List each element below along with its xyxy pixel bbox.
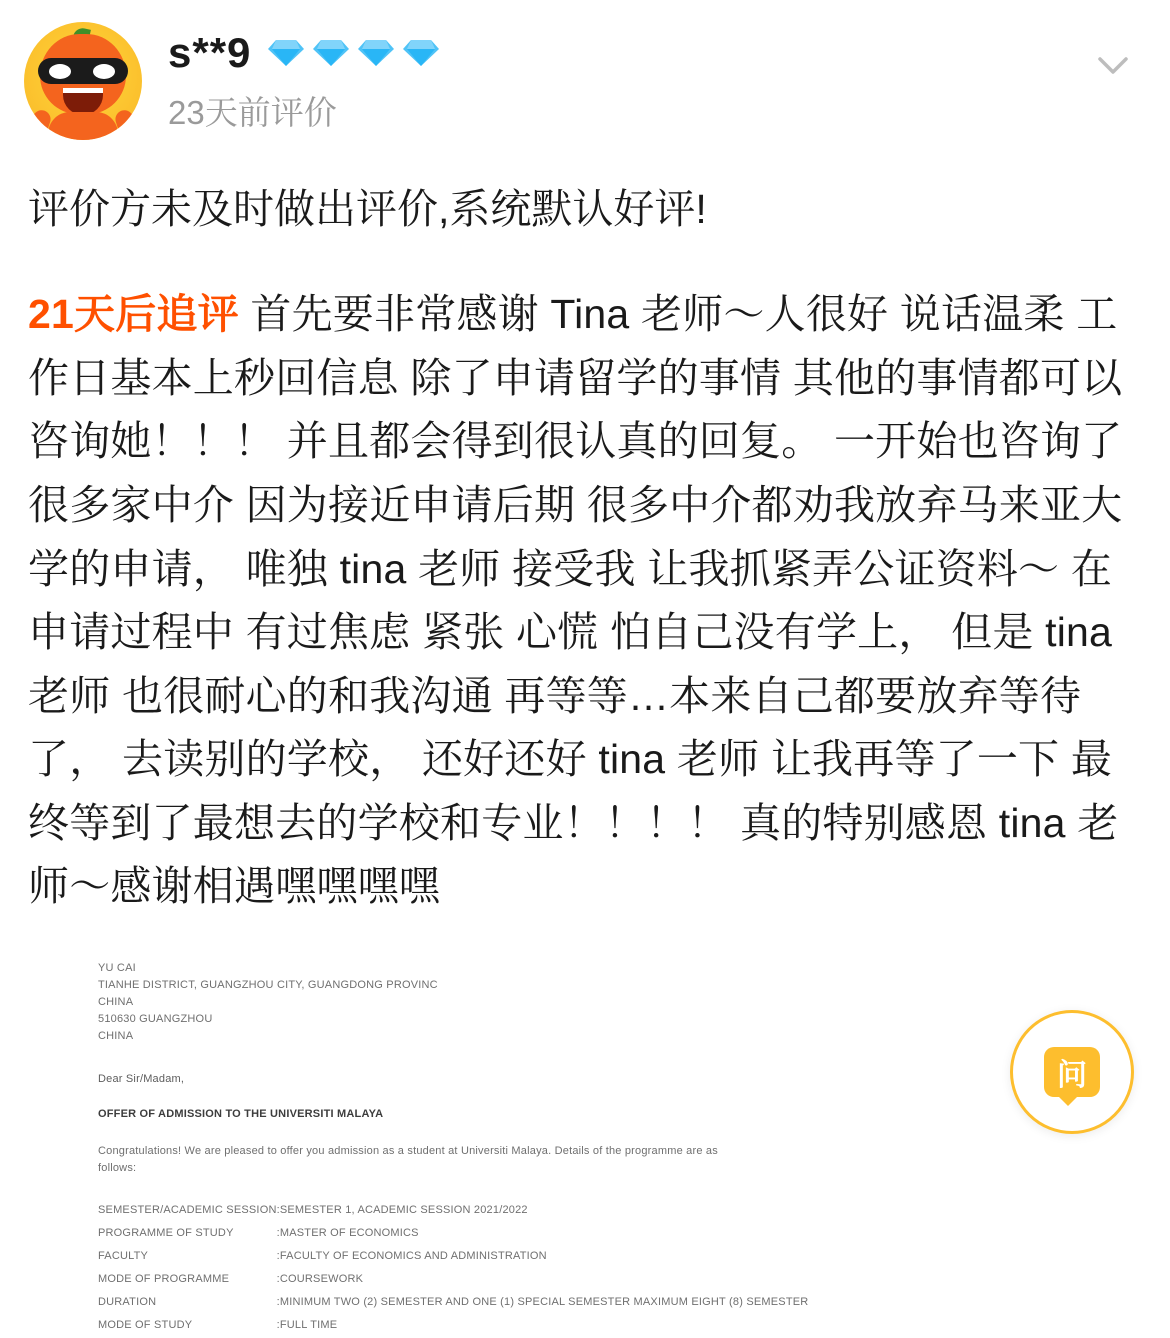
detail-colon: :	[276, 1250, 280, 1263]
review-time: 23天前评价	[168, 94, 337, 131]
detail-key: MODE OF STUDY	[98, 1319, 193, 1332]
avatar-eye-left	[49, 64, 71, 79]
table-row	[98, 1222, 808, 1245]
detail-value: MASTER OF ECONOMICS	[279, 1227, 419, 1240]
offer-letter-content	[98, 960, 809, 1338]
letter-address	[98, 960, 788, 1045]
diamond-icon	[402, 38, 440, 68]
detail-key: FACULTY	[98, 1250, 149, 1263]
detail-value: FACULTY OF ECONOMICS AND ADMINISTRATION	[279, 1250, 547, 1263]
letter-congrats: Congratulations! We are pleased to offer you admission as a student at Universiti Malaya. Details of the programme are as follows:	[98, 1145, 718, 1175]
detail-colon: :	[276, 1319, 280, 1332]
chevron-down-icon[interactable]	[1090, 42, 1136, 88]
ask-button-label: 问	[1057, 1059, 1087, 1092]
detail-value: FULL TIME	[279, 1319, 338, 1332]
letter-salutation: Dear Sir/Madam,	[98, 1073, 185, 1086]
table-row	[98, 1245, 808, 1268]
detail-colon: :	[276, 1227, 280, 1240]
letter-title: OFFER OF ADMISSION TO THE UNIVERSITI MALAYA	[98, 1108, 384, 1121]
detail-colon: :	[276, 1296, 280, 1309]
avatar-eye-right	[93, 64, 115, 79]
table-row	[98, 1291, 808, 1314]
diamond-icon	[357, 38, 395, 68]
table-row	[98, 1268, 808, 1291]
review-header	[0, 0, 1170, 140]
reviewer-info	[168, 22, 1146, 129]
followup-text: 首先要非常感谢 Tina 老师～人很好 说话温柔 工作日基本上秒回信息 除了申请留学的事情 其他的事情都可以咨询她！！！ 并且都会得到很认真的回复。 一开始也咨询了很多家中介 因为接近申请后期 很多中介都劝我放弃马来亚大学的申请， 唯独 tina 老师 接受我 让我抓紧弄公证资料～ 在申请过程中 有过焦虑 紧张 心慌 怕自己没有学上， 但是 tina 老师 也很耐心的和我沟通 再等等…本来自己都要放弃等待了， 去读别的学校， 还好还好 tina 老师 让我再等了一下 最终等到了最想去的学校和专业！！！！ 真的特别感恩 tina 老师～感谢相遇嘿嘿嘿嘿	[28, 291, 1123, 910]
reviewer-username: s**9	[168, 29, 252, 76]
detail-value: SEMESTER 1, ACADEMIC SESSION 2021/2022	[279, 1204, 528, 1217]
detail-colon: :	[276, 1273, 280, 1286]
diamond-icon	[267, 38, 305, 68]
attachment-offer-letter[interactable]	[28, 960, 1142, 1338]
reviewer-name-row	[168, 29, 1146, 76]
followup-comment	[28, 283, 1142, 918]
followup-tag: 21天后追评	[28, 291, 239, 338]
reviewer-rank-diamonds	[267, 38, 440, 68]
detail-colon: :	[276, 1204, 280, 1217]
detail-key: MODE OF PROGRAMME	[98, 1273, 230, 1286]
chat-bubble-icon	[1044, 1047, 1100, 1097]
detail-key: DURATION	[98, 1296, 157, 1309]
first-comment-text: 评价方未及时做出评价,系统默认好评!	[28, 186, 707, 232]
letter-details-table	[98, 1199, 808, 1337]
letter-address-line: CHINA	[98, 995, 134, 1008]
detail-value: COURSEWORK	[279, 1273, 364, 1286]
avatar[interactable]	[24, 22, 142, 140]
letter-address-line: 510630 GUANGZHOU	[98, 1012, 213, 1025]
detail-key: PROGRAMME OF STUDY	[98, 1227, 234, 1240]
ask-button[interactable]	[1010, 1010, 1134, 1134]
detail-value: MINIMUM TWO (2) SEMESTER AND ONE (1) SPECIAL SEMESTER MAXIMUM EIGHT (8) SEMESTER	[279, 1296, 809, 1309]
detail-key: SEMESTER/ACADEMIC SESSION	[98, 1204, 277, 1217]
review-body	[0, 140, 1170, 1338]
diamond-icon	[312, 38, 350, 68]
avatar-body	[48, 112, 118, 140]
table-row	[98, 1314, 808, 1337]
letter-address-line: YU CAI	[98, 961, 136, 974]
table-row	[98, 1199, 808, 1222]
letter-address-line: CHINA	[98, 1030, 134, 1042]
letter-address-line: TIANHE DISTRICT, GUANGZHOU CITY, GUANGDONG PROVINC	[98, 978, 438, 991]
